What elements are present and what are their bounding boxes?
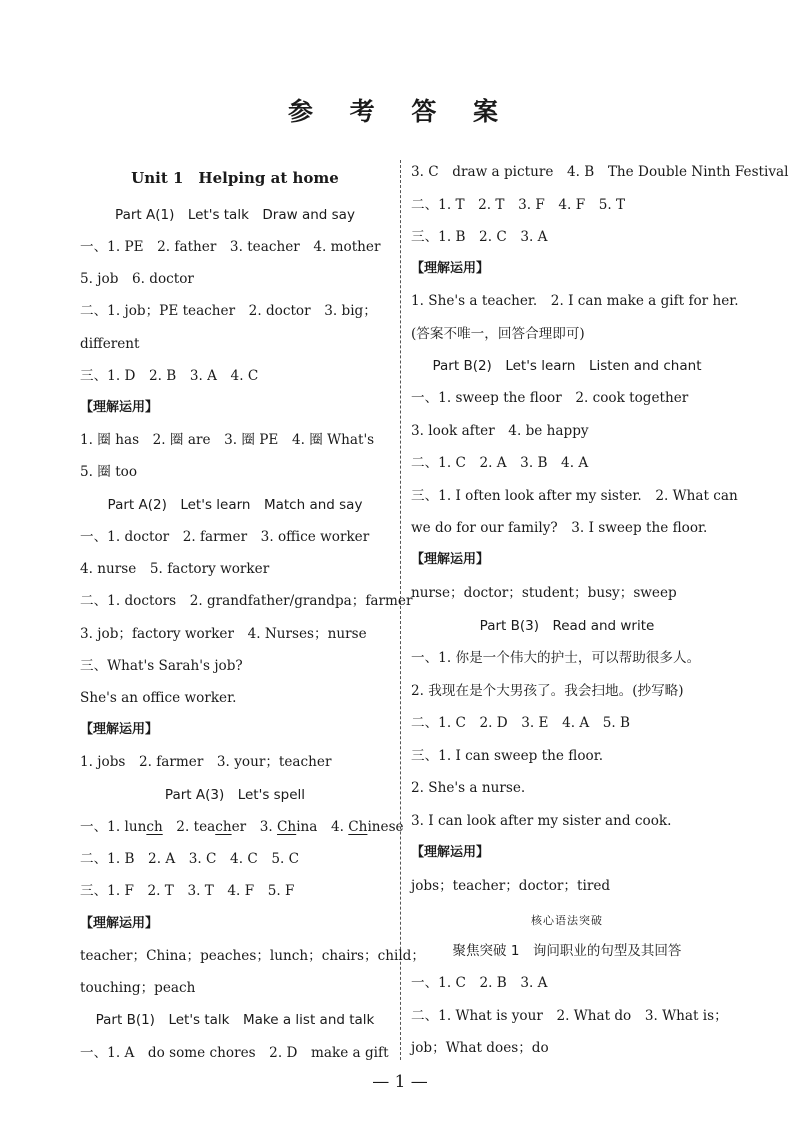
answer-line: 一、1. C 2. B 3. A <box>411 975 548 991</box>
answer-line: 二、1. C 2. D 3. E 4. A 5. B <box>411 715 631 731</box>
page-number: — 1 — <box>372 1072 428 1092</box>
unit-heading: Unit 1 Helping at home <box>131 169 339 187</box>
answer-line: 2. She's a nurse. <box>411 780 526 796</box>
section-heading: Part A(2) Let's learn Match and say <box>107 497 363 513</box>
answer-line: 3. job；factory worker 4. Nurses；nurse <box>80 626 367 642</box>
answer-line: 三、1. I can sweep the floor. <box>411 748 604 764</box>
answer-line: 1. She's a teacher. 2. I can make a gift for her. <box>411 293 739 309</box>
answer-line: 二、1. job；PE teacher 2. doctor 3. big； <box>80 303 377 319</box>
section-heading: Part B(2) Let's learn Listen and chant <box>432 358 702 374</box>
answer-line: we do for our family? 3. I sweep the floor. <box>411 520 708 536</box>
answer-line: 三、1. F 2. T 3. T 4. F 5. F <box>80 883 295 899</box>
answer-line: 二、1. T 2. T 3. F 4. F 5. T <box>411 197 626 213</box>
answer-line: 3. C draw a picture 4. B The Double Ninth Festival <box>411 164 789 180</box>
bracket-heading: 【理解运用】 <box>80 916 159 931</box>
answer-line: touching；peach <box>80 980 196 996</box>
answer-line: 三、What's Sarah's job? <box>80 658 243 674</box>
focus-heading: 聚焦突破 1 询问职业的句型及其回答 <box>452 943 682 959</box>
answer-line: jobs；teacher；doctor；tired <box>411 878 611 894</box>
answer-line: 2. 我现在是个大男孩了。我会扫地。(抄写略) <box>411 683 684 699</box>
answer-line: 5. 圈 too <box>80 464 138 480</box>
bracket-heading: 【理解运用】 <box>411 552 490 567</box>
section-heading: Part B(3) Read and write <box>479 618 655 634</box>
answer-line-underlined: 一、1. lunch 2. teacher 3. China 4. Chinese <box>80 819 404 835</box>
bracket-heading: 【理解运用】 <box>80 722 159 737</box>
answer-line: 二、1. doctors 2. grandfather/grandpa；farmer <box>80 593 413 609</box>
grammar-subtitle: 核心语法突破 <box>531 914 603 927</box>
bracket-heading: 【理解运用】 <box>80 400 159 415</box>
answer-line: 二、1. What is your 2. What do 3. What is； <box>411 1008 728 1024</box>
bracket-heading: 【理解运用】 <box>411 261 490 276</box>
answer-line: 一、1. doctor 2. farmer 3. office worker <box>80 529 370 545</box>
answer-line: 3. I can look after my sister and cook. <box>411 813 672 829</box>
answer-line: 一、1. sweep the floor 2. cook together <box>411 390 689 406</box>
answer-line: 一、1. 你是一个伟大的护士，可以帮助很多人。 <box>411 650 701 666</box>
section-heading: Part A(3) Let's spell <box>164 787 306 803</box>
answer-line: She's an office worker. <box>80 690 237 706</box>
answer-line: 三、1. D 2. B 3. A 4. C <box>80 368 259 384</box>
answer-line: 二、1. C 2. A 3. B 4. A <box>411 455 589 471</box>
page-title: 参 考 答 案 <box>287 97 513 126</box>
answer-line: job；What does；do <box>411 1040 549 1056</box>
answer-line: 三、1. B 2. C 3. A <box>411 229 548 245</box>
answer-line: 二、1. B 2. A 3. C 4. C 5. C <box>80 851 300 867</box>
answer-line: 一、1. A do some chores 2. D make a gift <box>80 1045 389 1061</box>
answer-line: 一、1. PE 2. father 3. teacher 4. mother <box>80 239 381 255</box>
answer-line: 5. job 6. doctor <box>80 271 194 287</box>
answer-line: 4. nurse 5. factory worker <box>80 561 270 577</box>
answer-line: 1. jobs 2. farmer 3. your；teacher <box>80 754 332 770</box>
answer-line: 3. look after 4. be happy <box>411 423 589 439</box>
answer-line: nurse；doctor；student；busy；sweep <box>411 585 677 601</box>
bracket-heading: 【理解运用】 <box>411 845 490 860</box>
section-heading: Part B(1) Let's talk Make a list and talk <box>95 1012 375 1028</box>
answer-note: (答案不唯一，回答合理即可) <box>411 326 585 342</box>
answer-line: teacher；China；peaches；lunch；chairs；child； <box>80 948 425 964</box>
answer-line: different <box>80 336 140 352</box>
answer-line: 三、1. I often look after my sister. 2. What can <box>411 488 738 504</box>
section-heading: Part A(1) Let's talk Draw and say <box>115 207 355 223</box>
answer-line: 1. 圈 has 2. 圈 are 3. 圈 PE 4. 圈 What's <box>80 432 375 448</box>
